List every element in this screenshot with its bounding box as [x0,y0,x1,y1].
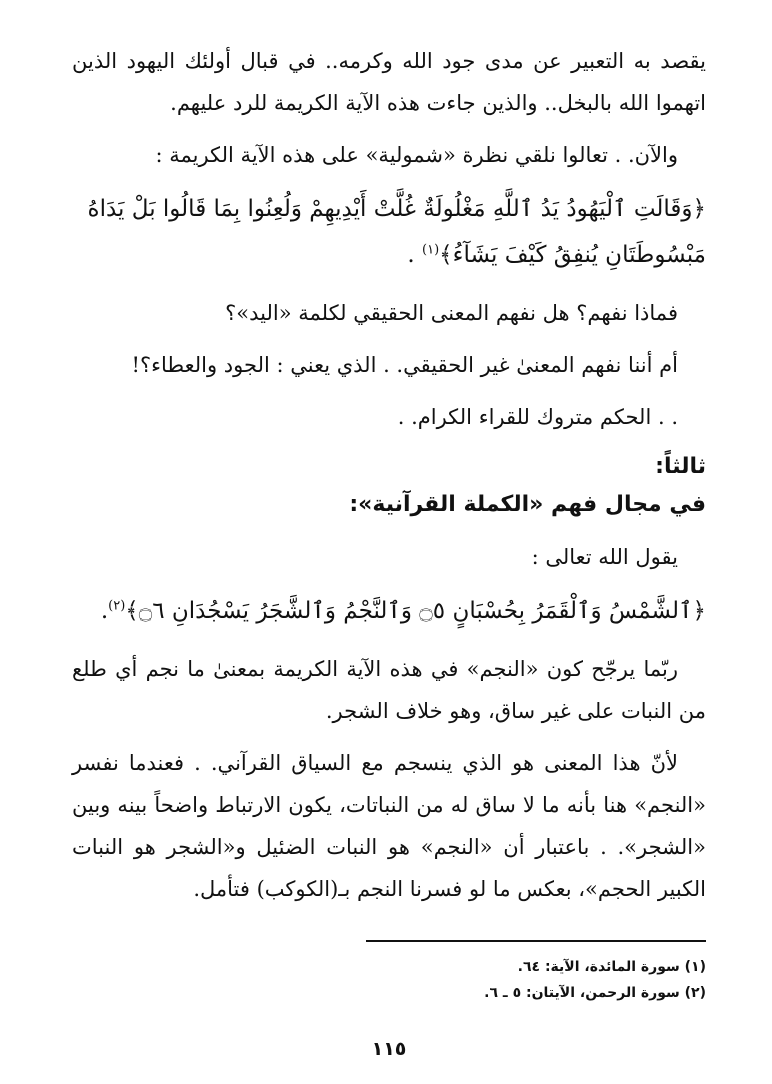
footnote-1: (١) سورة المائدة، الآية: ٦٤. [517,959,706,975]
section-heading [72,448,706,524]
paragraph-judgement: . . الحكم متروك للقراء الكرام. . [397,405,678,429]
section-title-heading: في مجال فهم «الكملة القرآنية»: [349,492,706,517]
verse-end-mark: . [407,242,423,268]
page-body [72,40,706,1084]
quran-verse-maidah [72,186,706,278]
footnote-ref-2: (٢) [108,598,126,614]
footnote-ref-1: (١) [422,242,440,258]
paragraph-question-1: فماذا نفهم؟ هل نفهم المعنى الحقيقي لكلمة «اليد»؟ [225,301,678,325]
page-number: ١١٥ [371,1038,407,1060]
paragraph-question-2: أم أننا نفهم المعنىٰ غير الحقيقي. . الذي يعني : الجود والعطاء؟! [131,353,678,377]
footnote-divider [366,940,706,942]
paragraph-context-explanation: لأنّ هذا المعنى هو الذي ينسجم مع السياق القرآني. . فعندما نفسر «النجم» هنا بأنه ما لا ساق له من النباتات، يكون الارتباط واضحاً بينه وبين «الشجر». . باعتبار أن «النجم» هو النبات الضئيل و«الشجر هو النبات الكبير الحجم»، بعكس ما لو فسرنا النجم بـ(الكوكب) فتأمل. [72,751,706,901]
paragraph-najm-meaning: ربّما يرجّح كون «النجم» في هذه الآية الكريمة بمعنىٰ ما نجم أي طلع من النبات على غير ساق، وهو خلاف الشجر. [72,657,706,723]
verse-end-mark: . [100,598,109,624]
section-number-heading: ثالثاً: [655,454,706,479]
paragraph-intro: يقصد به التعبير عن مدى جود الله وكرمه.. في قبال أولئك اليهود الذين اتهموا الله بالبخل.. والذين جاءت هذه الآية الكريمة للرد عليهم. [72,49,706,115]
verse-text: ﴿ٱلشَّمْسُ وَٱلْقَمَرُ بِحُسْبَانٍ ۝٥ وَٱلنَّجْمُ وَٱلشَّجَرُ يَسْجُدَانِ ۝٦﴾ [125,598,706,624]
footnotes [484,954,706,1006]
footnote-2: (٢) سورة الرحمن، الآيتان: ٥ ـ ٦. [484,985,706,1001]
paragraph-god-says: يقول الله تعالى : [531,545,678,569]
quran-verse-rahman [72,588,706,634]
paragraph-invitation: والآن. . تعالوا نلقي نظرة «شمولية» على هذه الآية الكريمة : [155,143,678,167]
verse-text: ﴿وَقَالَتِ ٱلْيَهُودُ يَدُ ٱللَّهِ مَغْلُولَةٌ غُلَّتْ أَيْدِيهِمْ وَلُعِنُوا بِمَا قَالُوا بَلْ يَدَاهُ مَبْسُوطَتَانِ يُنفِقُ كَيْفَ يَشَآءُ﴾ [87,196,706,268]
